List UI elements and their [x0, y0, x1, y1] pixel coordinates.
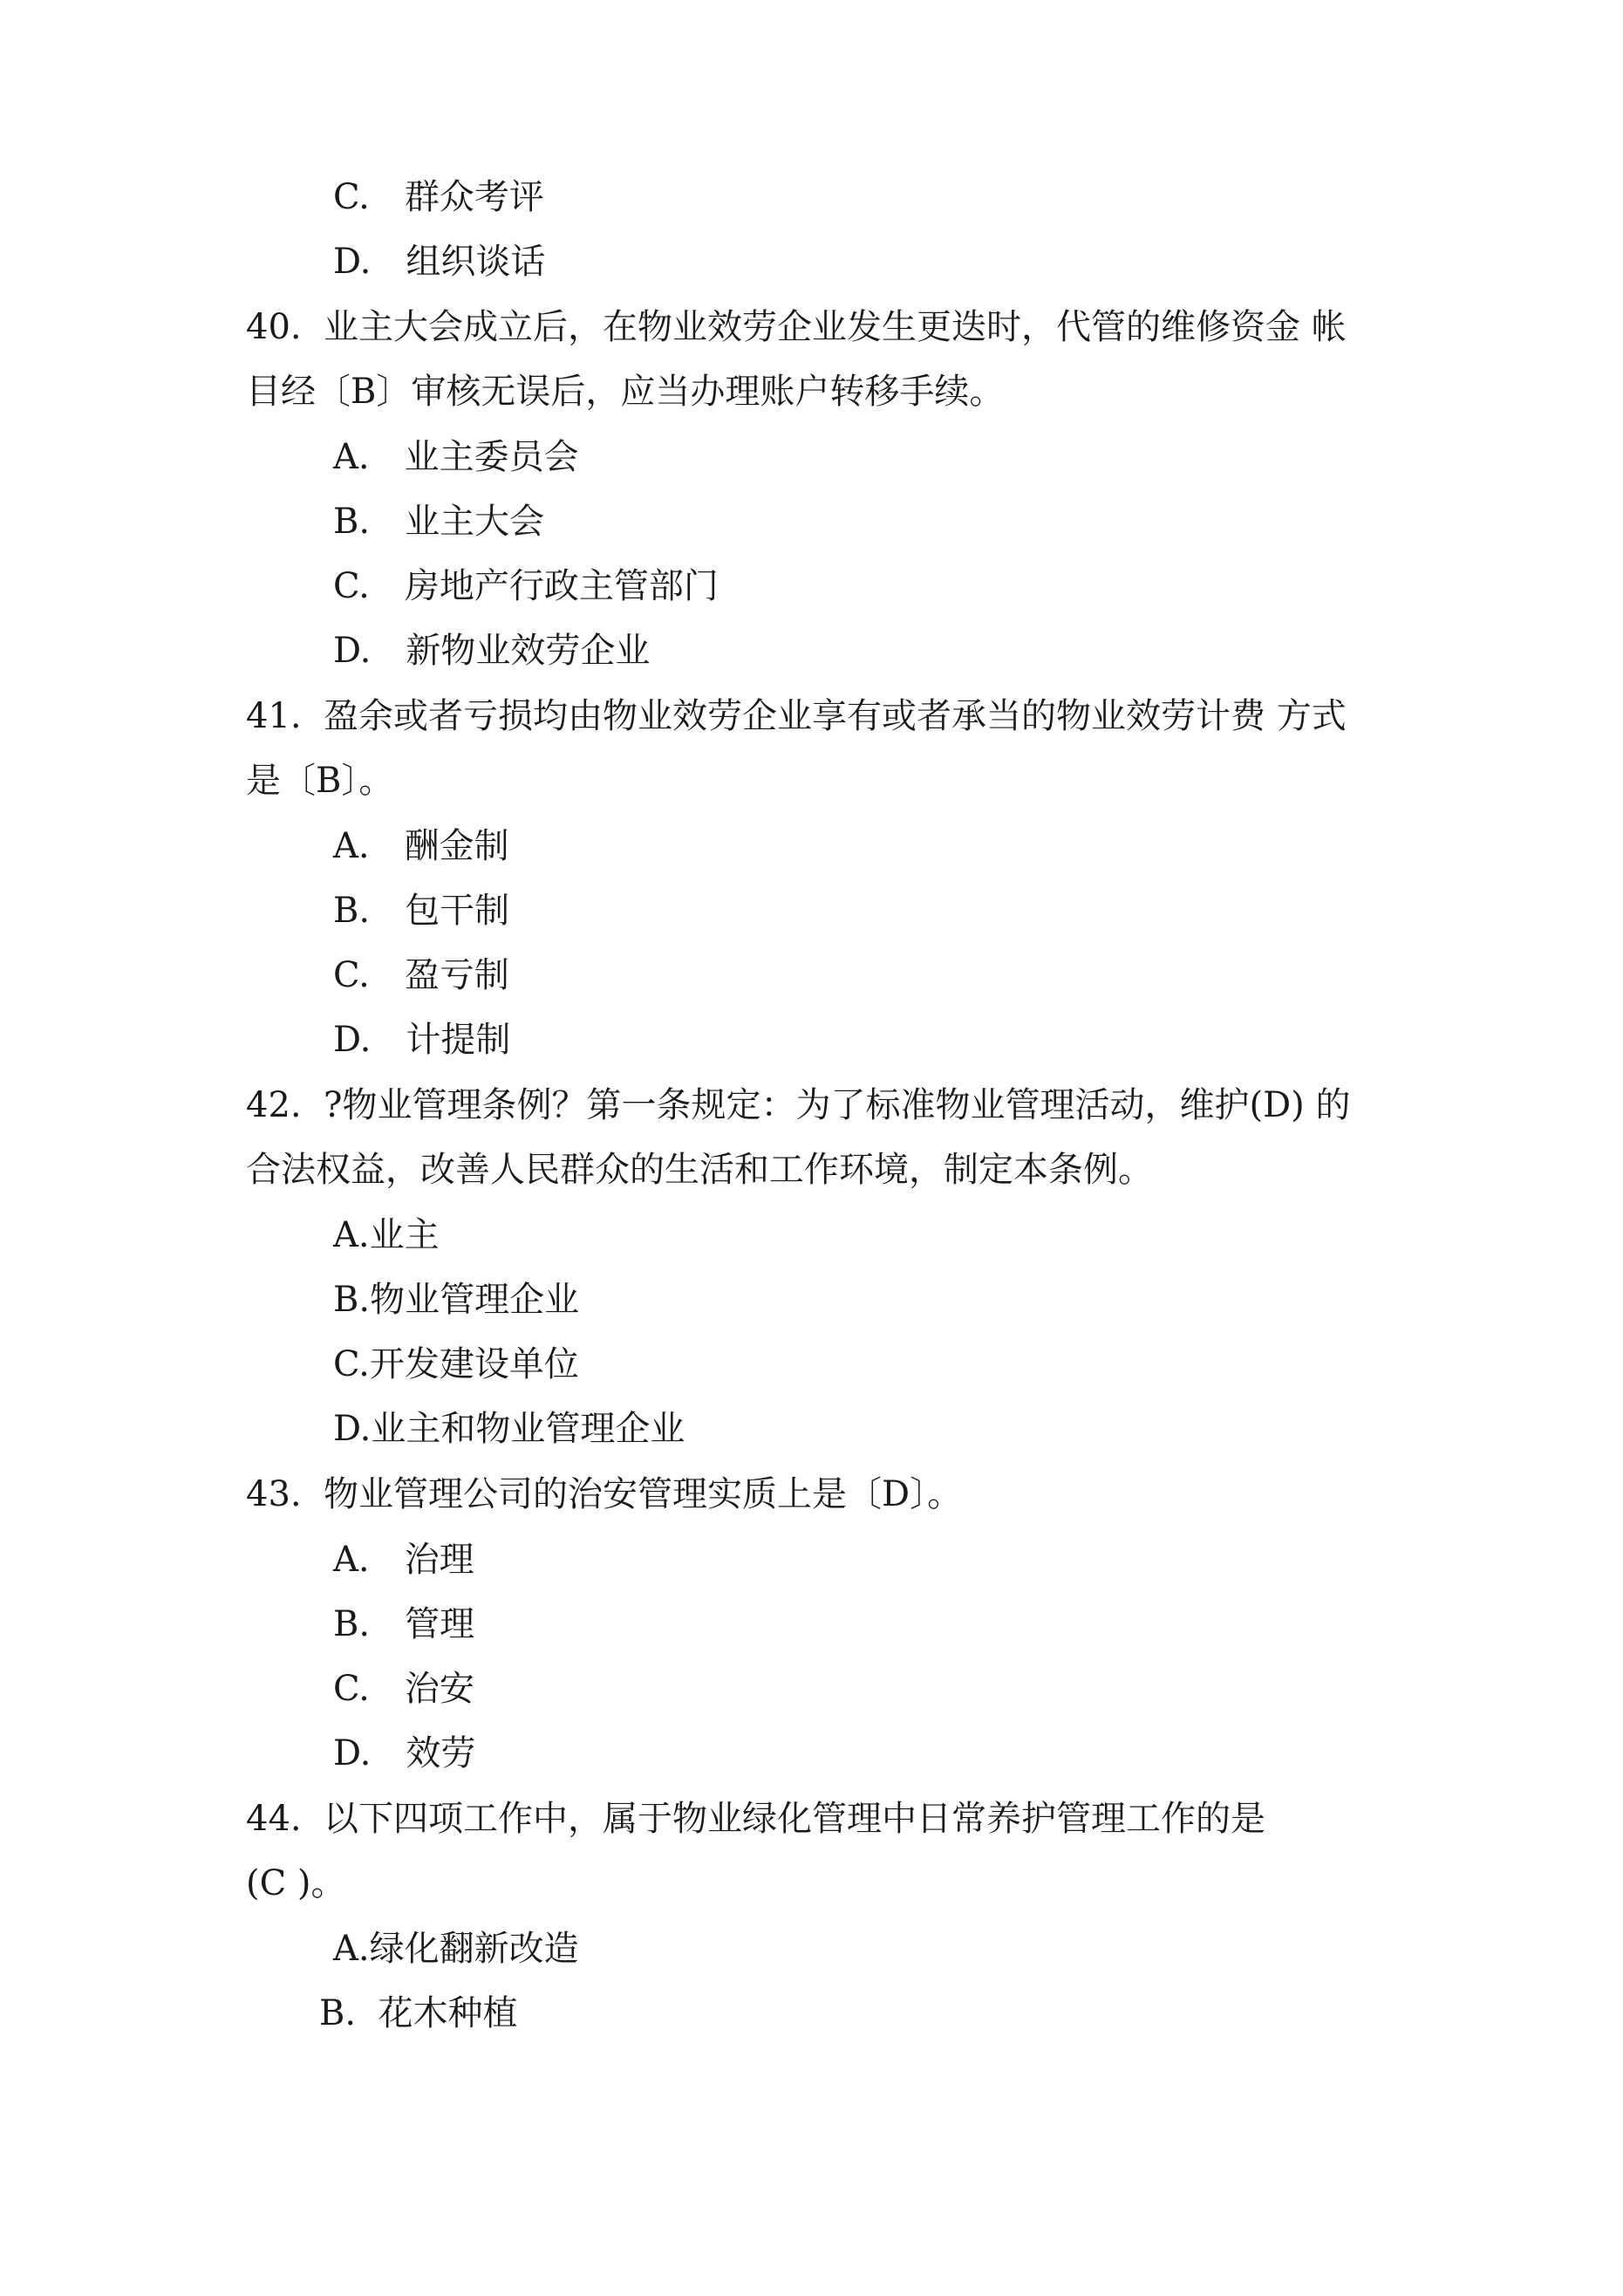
option-b-q44: B. 花木种植: [319, 1993, 518, 2033]
option-a-q44: A.绿化翻新改造: [333, 1929, 579, 1969]
option-d-q41: D. 计提制: [333, 1020, 511, 1060]
question-42: 42. ?物业管理条例？第一条规定：为了标准物业管理活动，维护(D) 的: [246, 1085, 1351, 1125]
option-d-q43: D. 效劳: [333, 1733, 476, 1773]
option-c-q39: C. 群众考评: [333, 177, 544, 217]
option-b-q40: B. 业主大会: [333, 502, 545, 542]
option-b-q41: B. 包干制: [333, 891, 510, 931]
option-b-q43: B. 管理: [333, 1604, 475, 1644]
option-d-q39: D. 组织谈话: [333, 242, 546, 282]
option-b-q42: B.物业管理企业: [333, 1280, 580, 1320]
option-a-q40: A. 业主委员会: [333, 437, 579, 477]
question-42-cont: 合法权益，改善人民群众的生活和工作环境，制定本条例。: [246, 1150, 1153, 1190]
question-44: 44. 以下四项工作中，属于物业绿化管理中日常养护管理工作的是: [246, 1799, 1266, 1839]
option-c-q41: C. 盈亏制: [333, 955, 509, 995]
question-43: 43. 物业管理公司的治安管理实质上是〔D〕。: [246, 1474, 963, 1514]
option-a-q43: A. 治理: [333, 1540, 474, 1580]
option-c-q42: C.开发建设单位: [333, 1344, 579, 1384]
option-a-q41: A. 酬金制: [333, 826, 509, 866]
option-d-q42: D.业主和物业管理企业: [333, 1409, 685, 1449]
option-a-q42: A.业主: [333, 1215, 440, 1255]
question-44-cont: (C )。: [246, 1863, 346, 1903]
option-c-q40: C. 房地产行政主管部门: [333, 566, 719, 606]
option-c-q43: C. 治安: [333, 1669, 474, 1709]
question-41: 41. 盈余或者亏损均由物业效劳企业享有或者承当的物业效劳计费 方式: [246, 696, 1347, 736]
question-40-cont: 目经〔B〕审核无误后，应当办理账户转移手续。: [246, 372, 1005, 412]
question-41-cont: 是〔B〕。: [246, 761, 394, 801]
question-40: 40. 业主大会成立后，在物业效劳企业发生更迭时，代管的维修资金 帐: [246, 307, 1347, 347]
option-d-q40: D. 新物业效劳企业: [333, 631, 651, 671]
